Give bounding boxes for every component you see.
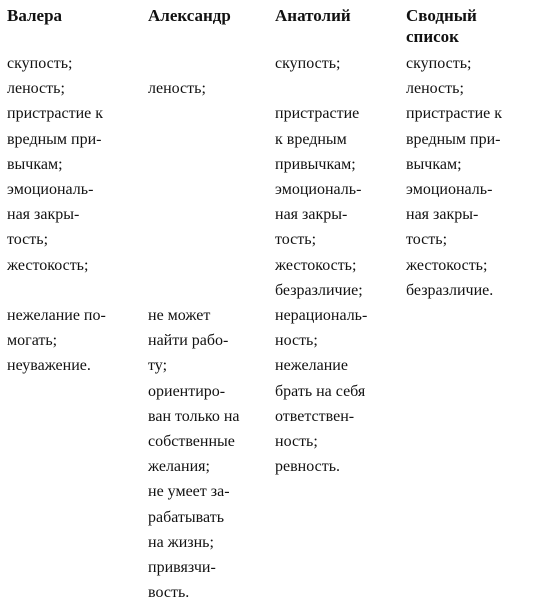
cell-line: леность; — [7, 80, 65, 98]
cell-line: ная закры- — [275, 206, 348, 224]
cell-line: привязчи- — [148, 559, 216, 576]
cell-line: брать на себя — [275, 382, 366, 400]
cell-line: к вредным — [275, 130, 347, 148]
cell-line: вость. — [148, 584, 190, 602]
column-header — [7, 5, 62, 26]
cell-line: тость; — [7, 231, 49, 249]
cell-line: ность; — [275, 332, 318, 350]
cell-line: тость; — [406, 231, 448, 249]
cell-line: жестокость; — [406, 256, 488, 274]
column-header — [148, 5, 231, 26]
cell-line: рабатывать — [148, 508, 224, 526]
cell-line: тость; — [275, 231, 317, 249]
cell-line: ту; — [148, 357, 168, 375]
cell-line: эмоциональ- — [7, 181, 94, 198]
cell-line: ван только на — [148, 407, 240, 425]
cell-line: на жизнь; — [148, 533, 214, 551]
cell-line: привычкам; — [275, 155, 356, 173]
cell-line: леность; — [406, 80, 464, 98]
cell-line: скупость; — [7, 55, 73, 72]
header-line: Александр — [148, 6, 231, 25]
cell-line: пристрастие к — [406, 105, 503, 123]
cell-line: неуважение. — [7, 357, 91, 375]
column-header — [275, 5, 351, 26]
cell-line: желания; — [148, 458, 210, 476]
cell-line: не может — [148, 307, 211, 324]
cell-line: ревность. — [275, 458, 341, 476]
cell-line: ная закры- — [7, 206, 80, 224]
cell-line: ответствен- — [275, 407, 355, 425]
cell-line: не умеет за- — [148, 483, 230, 501]
cell-line: вредным при- — [7, 130, 102, 148]
cell-line: ориентиро- — [148, 382, 226, 400]
cell-line: нерациональ- — [275, 307, 368, 324]
cell-line: нежелание — [275, 357, 348, 375]
cell-line: пристрастие к — [7, 105, 104, 123]
cell-line: ная закры- — [406, 206, 479, 224]
cell-line: жестокость; — [7, 256, 89, 274]
cell-line: эмоциональ- — [275, 181, 362, 198]
cell-line: эмоциональ- — [406, 181, 493, 198]
header-line: Сводный — [406, 6, 477, 25]
cell-line: безразличие; — [275, 281, 363, 299]
cell-line: безразличие. — [406, 281, 494, 299]
cell-line: ность; — [275, 433, 318, 450]
cell-line: вычкам; — [406, 155, 462, 173]
column-header — [406, 5, 477, 47]
cell-line: жестокость; — [275, 256, 357, 274]
cell-line: леность; — [148, 80, 206, 98]
cell-line: найти рабо- — [148, 332, 229, 350]
cell-line: вычкам; — [7, 155, 63, 173]
header-line: Валера — [7, 6, 63, 25]
cell-line: нежелание по- — [7, 307, 106, 324]
cell-line: пристрастие — [275, 105, 360, 123]
cell-line: собственные — [148, 433, 235, 450]
header-line: Анатолий — [275, 6, 351, 25]
cell-line: могать; — [7, 332, 58, 350]
cell-line: вредным при- — [406, 130, 501, 148]
cell-line: скупость; — [406, 55, 472, 72]
cell-line: скупость; — [275, 55, 341, 72]
header-line: список — [406, 27, 459, 46]
